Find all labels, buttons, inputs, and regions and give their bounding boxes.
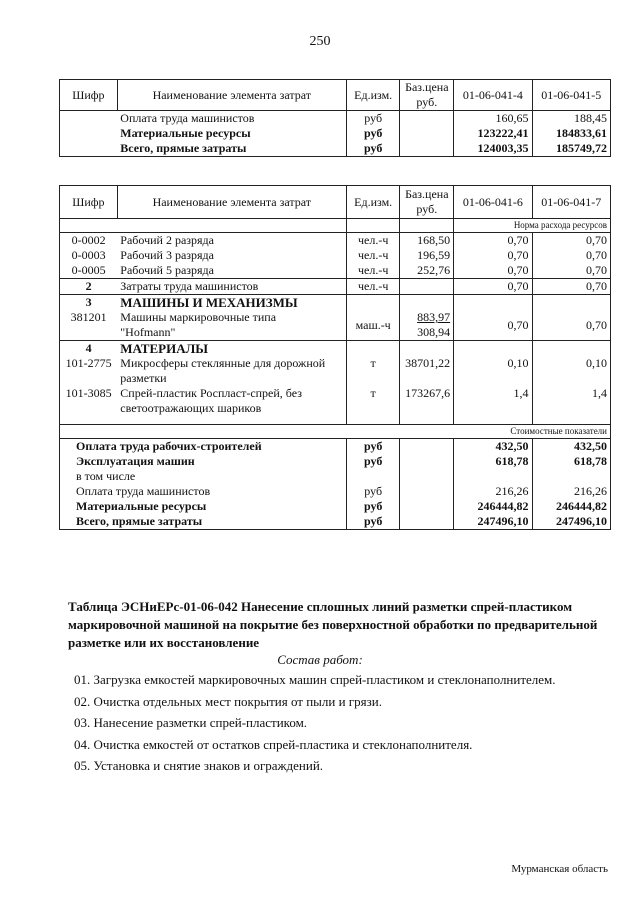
table-row [60,386,611,416]
row-name: Рабочий 3 разряда [120,248,214,262]
row-name [117,386,346,416]
header-col-041-6: 01-06-041-6 [454,186,532,219]
row-unit: руб [346,141,400,157]
section-title: МАШИНЫ И МЕХАНИЗМЫ [117,295,346,311]
row-name: в том числе [60,469,347,484]
row-value-1: 618,78 [454,454,532,469]
row-unit: чел.-ч [346,263,400,279]
section-code: 3 [60,295,118,311]
row-unit: чел.-ч [346,279,400,295]
row-name: Всего, прямые затраты [60,514,347,530]
row-value-2: 0,70 [532,279,610,295]
row-name [117,310,346,341]
row-unit: руб [346,514,400,530]
row-price [400,310,454,341]
row-unit: руб [346,454,400,469]
price-secondary: 308,94 [417,325,451,339]
table-row [60,248,611,263]
work-list [74,669,556,777]
row-price: 38701,22 [400,356,454,386]
header-unit: Ед.изм. [346,80,400,111]
row-code: 101-3085 [60,386,118,416]
row-name: Оплата труда машинистов [120,111,255,125]
table-row [60,514,611,530]
row-value-2: 0,70 [532,263,610,279]
row-name-line2: светоотражающих шариков [120,401,262,415]
row-name-line1: Микросферы стеклянные для дорожной [120,356,326,370]
row-name: Оплата труда машинистов [60,484,347,499]
row-value-2: 247496,10 [532,514,610,530]
table-row [60,469,611,484]
row-unit: руб [346,111,400,127]
row-value-1: 160,65 [454,111,532,127]
row-name: Эксплуатация машин [60,454,347,469]
table-row [60,310,611,341]
row-unit: чел.-ч [346,233,400,249]
table-row [60,439,611,455]
page-number: 250 [309,34,331,49]
header-code: Шифр [60,186,118,219]
cell-price [400,126,454,141]
list-item: 02. Очистка отдельных мест покрытия от пыли и грязи. [74,693,382,709]
row-code: 381201 [60,310,118,341]
row-value-2: 618,78 [532,454,610,469]
cell-code [60,141,118,157]
table-row [60,126,611,141]
row-name [117,356,346,386]
row-unit: маш.-ч [346,310,400,341]
row-value-1: 124003,35 [454,141,532,157]
row-value-1: 432,50 [454,439,532,455]
row-unit: руб [346,484,400,499]
row-value-1: 246444,82 [454,499,532,514]
header-col-041-4: 01-06-041-4 [454,80,532,111]
row-code: 0-0002 [60,233,118,249]
cost-label-row [60,425,611,439]
row-price: 196,59 [400,248,454,263]
cost-label: Стоимостные показатели [60,425,611,439]
row-price: 252,76 [400,263,454,279]
row-value-1: 0,10 [454,356,532,386]
row-value-1: 0,70 [454,248,532,263]
row-price [400,279,454,295]
row-value-2: 246444,82 [532,499,610,514]
row-name: Материальные ресурсы [120,126,251,140]
header-name: Наименование элемента затрат [117,186,346,219]
cell-code [60,126,118,141]
table-row [60,279,611,295]
row-value-1: 247496,10 [454,514,532,530]
row-unit: руб [346,126,400,141]
row-name-line2: разметки [120,371,167,385]
spacer-row [60,416,611,425]
row-value-2: 1,4 [532,386,610,416]
row-name: Затраты труда машинистов [117,279,346,295]
header-col-041-7: 01-06-041-7 [532,186,610,219]
table-row [60,499,611,514]
table-header-row [60,186,611,219]
header-base-price: Баз.цена руб. [400,80,454,111]
row-name: Рабочий 2 разряда [117,233,346,249]
list-item: 03. Нанесение разметки спрей-пластиком. [74,715,308,730]
row-value-1: 0,70 [454,233,532,249]
row-code: 0-0003 [60,248,118,263]
row-code: 0-0005 [60,263,118,279]
header-unit: Ед.изм. [346,186,400,219]
row-value-1: 0,70 [454,310,532,341]
table-row [60,141,611,157]
table-row [60,111,611,127]
row-value-1: 216,26 [454,484,532,499]
row-name-line1: Машины маркировочные типа [120,310,277,324]
row-unit: т [346,356,400,386]
norm-label-row [60,219,611,233]
section-row [60,295,611,311]
table-row [60,233,611,249]
row-code: 2 [60,279,118,295]
row-value-2: 432,50 [532,439,610,455]
row-value-2: 0,70 [532,310,610,341]
table-row [60,263,611,279]
row-unit: руб [346,499,400,514]
cost-table-041-4-5 [59,79,611,157]
list-item: 01. Загрузка емкостей маркировочных машин спрей-пластиком и стеклонаполнителем. [74,672,556,687]
row-name: Рабочий 5 разряда [120,263,214,277]
cell-code [60,111,118,127]
table-header-row [60,80,611,111]
row-name-line1: Спрей-пластик Роспласт-спрей, без [120,386,302,400]
row-value-2: 0,70 [532,248,610,263]
row-unit: руб [346,439,400,455]
header-col-041-5: 01-06-041-5 [532,80,610,111]
row-name: Оплата труда рабочих-строителей [60,439,347,455]
table-caption: Таблица ЭСНиЕРс-01-06-042 Нанесение сплошных линий разметки спрей-пластиком маркировочной машиной на покрытие без поверхностной обработки по предварительной разметке или их восстановление [68,599,598,650]
section-title: МАТЕРИАЛЫ [117,341,346,357]
row-value-2: 184833,61 [532,126,610,141]
section-row [60,341,611,357]
row-unit: т [346,386,400,416]
table-row [60,356,611,386]
price-primary: 883,97 [417,310,451,324]
header-code: Шифр [60,80,118,111]
list-item: 05. Установка и снятие знаков и ограждений. [74,758,324,773]
row-value-2: 188,45 [532,111,610,127]
row-name-line2: "Hofmann" [120,325,176,339]
row-unit: чел.-ч [346,248,400,263]
header-base-price: Баз.цена руб. [400,186,454,219]
footer-region: Мурманская область [511,863,608,875]
row-value-1: 123222,41 [454,126,532,141]
row-price: 173267,6 [400,386,454,416]
row-price: 168,50 [400,233,454,249]
row-name: Материальные ресурсы [60,499,347,514]
cost-table-041-6-7 [59,185,611,530]
table-row [60,484,611,499]
row-value-2: 0,10 [532,356,610,386]
row-value-1: 1,4 [454,386,532,416]
section-code: 4 [60,341,118,357]
row-name: Всего, прямые затраты [117,141,346,157]
cell-price [400,111,454,127]
row-code: 101-2775 [60,356,118,386]
list-item: 04. Очистка емкостей от остатков спрей-пластика и стеклонаполнителя. [74,736,473,752]
row-value-1: 0,70 [454,279,532,295]
row-value-2: 0,70 [532,233,610,249]
cell-price [400,141,454,157]
row-value-2: 185749,72 [532,141,610,157]
row-value-2: 216,26 [532,484,610,499]
header-name: Наименование элемента затрат [117,80,346,111]
norm-label: Норма расхода ресурсов [454,219,611,233]
composition-title: Состав работ: [277,652,363,667]
row-value-1: 0,70 [454,263,532,279]
table-row [60,454,611,469]
